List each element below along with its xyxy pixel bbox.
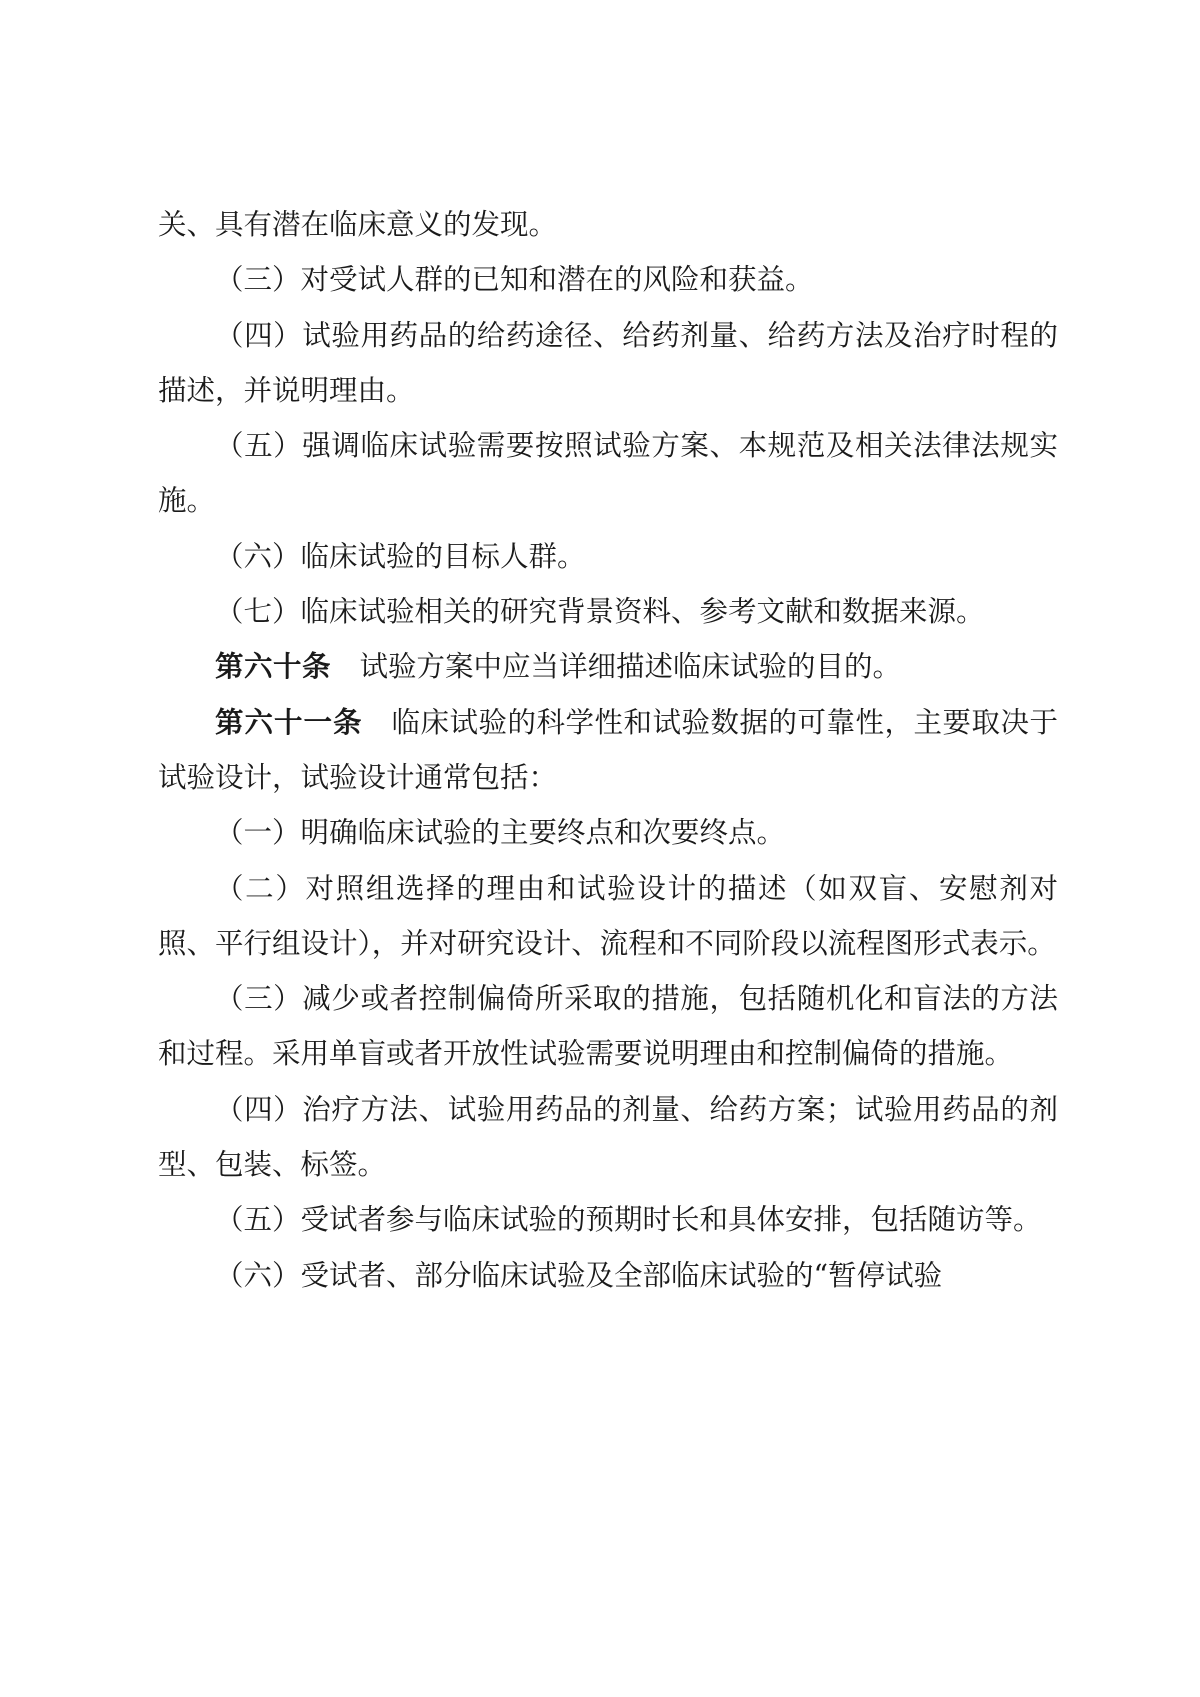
list-item-2-control	[158, 861, 1058, 972]
paragraph-continued	[158, 197, 1058, 252]
paragraph-text: （三）对受试人群的已知和潜在的风险和获益。	[215, 263, 814, 297]
paragraph-text: （五）强调临床试验需要按照试验方案、本规范及相关法律法规实施。	[158, 429, 1058, 518]
paragraph-text: （四）治疗方法、试验用药品的剂量、给药方案；试验用药品的剂型、包装、标签。	[158, 1092, 1058, 1182]
article-61	[158, 695, 1058, 806]
paragraph-text: （一）明确临床试验的主要终点和次要终点。	[215, 816, 786, 850]
list-item-4-treatment	[158, 1082, 1058, 1193]
article-number: 第六十条	[215, 650, 332, 684]
paragraph-text: （六）受试者、部分临床试验及全部临床试验的“暂停试验	[215, 1258, 943, 1292]
list-item-6-suspension	[158, 1248, 1058, 1303]
list-item-7-background	[158, 584, 1058, 639]
document-body	[158, 197, 1058, 1303]
paragraph-text: 试验方案中应当详细描述临床试验的目的。	[359, 650, 902, 684]
article-60	[158, 639, 1058, 694]
paragraph-text: （七）临床试验相关的研究背景资料、参考文献和数据来源。	[215, 595, 985, 629]
paragraph-text: （三）减少或者控制偏倚所采取的措施，包括随机化和盲法的方法和过程。采用单盲或者开放性试验需要说明理由和控制偏倚的措施。	[158, 982, 1058, 1071]
paragraph-text: （二）对照组选择的理由和试验设计的描述（如双盲、安慰剂对照、平行组设计），并对研究设计、流程和不同阶段以流程图形式表示。	[158, 871, 1058, 960]
paragraph-text: 临床试验的科学性和试验数据的可靠性，主要取决于试验设计，试验设计通常包括：	[158, 705, 1058, 794]
list-item-3-bias	[158, 971, 1058, 1082]
paragraph-text: 关、具有潜在临床意义的发现。	[158, 208, 558, 241]
article-number: 第六十一条	[215, 705, 363, 739]
list-item-1-endpoints	[158, 805, 1058, 860]
list-item-3-risks	[158, 252, 1058, 307]
list-item-4-dosage	[158, 308, 1058, 419]
list-item-5-compliance	[158, 418, 1058, 529]
list-item-6-target	[158, 529, 1058, 584]
paragraph-text: （四）试验用药品的给药途径、给药剂量、给药方法及治疗时程的描述，并说明理由。	[158, 318, 1058, 407]
list-item-5-duration	[158, 1192, 1058, 1247]
paragraph-text: （六）临床试验的目标人群。	[215, 539, 586, 573]
paragraph-text: （五）受试者参与临床试验的预期时长和具体安排，包括随访等。	[215, 1203, 1042, 1237]
